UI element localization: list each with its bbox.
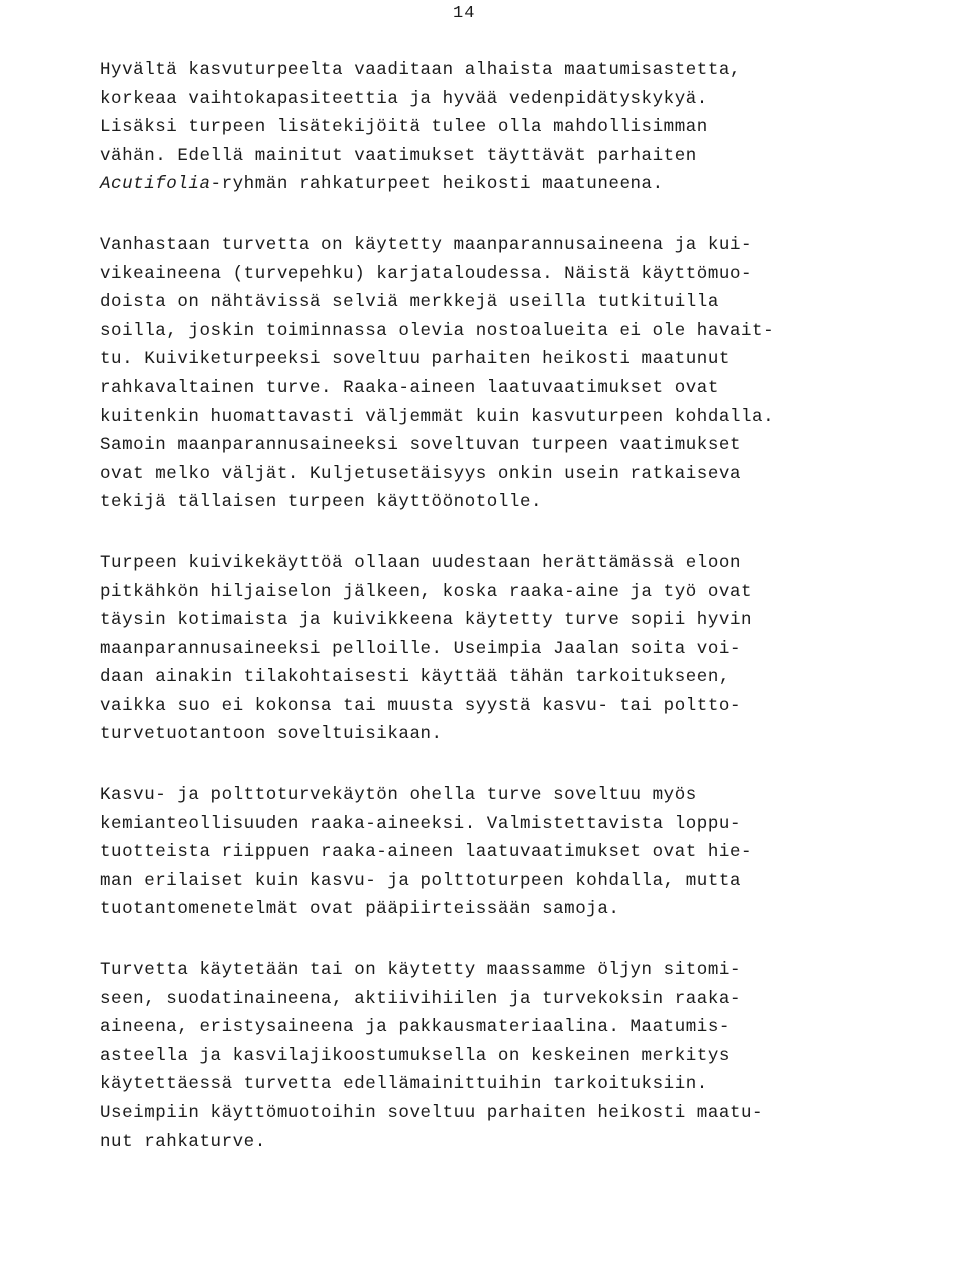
text-line: Hyvältä kasvuturpeelta vaaditaan alhaista maatumisastetta,: [100, 60, 741, 80]
text-line: käytettäessä turvetta edellämainittuihin tarkoituksiin.: [100, 1074, 708, 1095]
paragraph-1: [100, 56, 860, 199]
text-line: Samoin maanparannusaineeksi soveltuvan turpeen vaatimukset: [100, 435, 741, 456]
paragraph-2: [100, 231, 860, 517]
text-line: soilla, joskin toiminnassa olevia nostoalueita ei ole havait-: [100, 320, 775, 341]
text-line: täysin kotimaista ja kuivikkeena käytetty turve sopii hyvin: [100, 610, 753, 631]
text-line: vaikka suo ei kokonsa tai muusta syystä kasvu- tai poltto-: [100, 695, 741, 716]
text-line: tuotantomenetelmät ovat pääpiirteissään samoja.: [100, 899, 620, 920]
text-line: Turvetta käytetään tai on käytetty maassamme öljyn sitomi-: [100, 960, 741, 981]
text-line: nut rahkaturve.: [100, 1131, 266, 1152]
text-line: ovat melko väljät. Kuljetusetäisyys onkin usein ratkaiseva: [100, 463, 741, 484]
page-number: 14: [453, 4, 476, 23]
text-line: [100, 170, 860, 199]
text-line: vikeaineena (turvepehku) karjataloudessa. Näistä käyttömuo-: [100, 263, 753, 284]
document-body: [100, 56, 860, 1156]
text-line: daan ainakin tilakohtaisesti käyttää tähän tarkoitukseen,: [100, 667, 730, 688]
text-line: turvetuotantoon soveltuisikaan.: [100, 724, 443, 745]
italic-taxon-name: Acutifolia: [100, 174, 211, 195]
text-line: kemianteollisuuden raaka-aineeksi. Valmistettavista loppu-: [100, 813, 741, 834]
paragraph-3: [100, 549, 860, 749]
text-line: seen, suodatinaineena, aktiivihiilen ja turvekoksin raaka-: [100, 988, 741, 1009]
text-line: Lisäksi turpeen lisätekijöitä tulee olla mahdollisimman: [100, 117, 708, 138]
text-line: rahkavaltainen turve. Raaka-aineen laatuvaatimukset ovat: [100, 377, 719, 398]
text-line: Kasvu- ja polttoturvekäytön ohella turve soveltuu myös: [100, 785, 697, 806]
text-line: maanparannusaineeksi pelloille. Useimpia Jaalan soita voi-: [100, 638, 741, 659]
text-line: korkeaa vaihtokapasiteettia ja hyvää vedenpidätyskykyä.: [100, 88, 708, 109]
text-line: Useimpiin käyttömuotoihin soveltuu parhaiten heikosti maatu-: [100, 1103, 764, 1123]
text-line: pitkähkön hiljaiselon jälkeen, koska raaka-aine ja työ ovat: [100, 581, 753, 602]
text-line: asteella ja kasvilajikoostumuksella on keskeinen merkitys: [100, 1045, 730, 1066]
paragraph-5: [100, 956, 860, 1156]
text-line: vähän. Edellä mainitut vaatimukset täyttävät parhaiten: [100, 145, 697, 166]
text-line: Vanhastaan turvetta on käytetty maanparannusaineena ja kui-: [100, 234, 753, 255]
text-line: man erilaiset kuin kasvu- ja polttoturpeen kohdalla, mutta: [100, 870, 741, 891]
text-line: tekijä tällaisen turpeen käyttöönotolle.: [100, 492, 543, 513]
text-line-rest: -ryhmän rahkaturpeet heikosti maatuneena.: [210, 174, 664, 195]
text-line: doista on nähtävissä selviä merkkejä useilla tutkituilla: [100, 292, 719, 313]
text-line: Turpeen kuivikekäyttöä ollaan uudestaan herättämässä eloon: [100, 552, 741, 573]
paragraph-4: [100, 781, 860, 924]
text-line: tuotteista riippuen raaka-aineen laatuvaatimukset ovat hie-: [100, 842, 753, 863]
text-line: kuitenkin huomattavasti väljemmät kuin kasvuturpeen kohdalla.: [100, 406, 775, 427]
text-line: tu. Kuiviketurpeeksi soveltuu parhaiten heikosti maatunut: [100, 349, 730, 370]
text-line: aineena, eristysaineena ja pakkausmateriaalina. Maatumis-: [100, 1017, 730, 1038]
